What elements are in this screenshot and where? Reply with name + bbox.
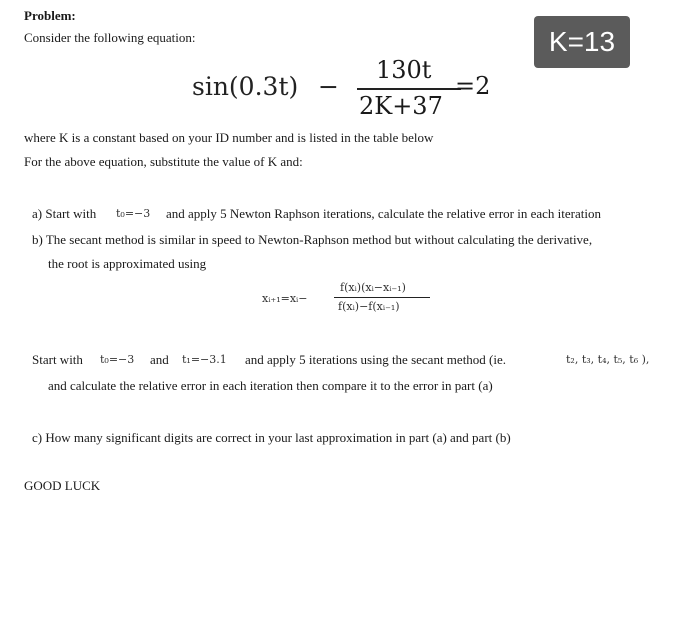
equation-rhs: =2 — [455, 72, 491, 100]
secant-and: and — [150, 352, 169, 367]
equation-numerator: 130t — [376, 56, 432, 84]
secant-formula-denominator: f(xᵢ)−f(xᵢ₋₁) — [338, 300, 400, 313]
k-value-badge: K=13 — [534, 16, 630, 68]
part-a-prefix: a) Start with — [32, 206, 97, 221]
part-b-line2: the root is approximated using — [48, 256, 207, 271]
problem-heading: Problem: — [24, 8, 76, 23]
equation-minus: − — [318, 72, 339, 101]
secant-line2: and calculate the relative error in each iteration then compare it to the error in part (a) — [48, 378, 493, 393]
intro-text: Consider the following equation: — [24, 30, 196, 45]
where-text: where K is a constant based on your ID number and is listed in the table below — [24, 130, 434, 145]
part-c: c) How many significant digits are correct in your last approximation in part (a) and part (b) — [32, 430, 511, 445]
secant-fraction-bar — [334, 297, 430, 298]
part-a-rest: and apply 5 Newton Raphson iterations, calculate the relative error in each iteration — [166, 206, 601, 221]
closing-text: GOOD LUCK — [24, 478, 101, 493]
secant-formula-lhs: xᵢ₊₁=xᵢ− — [262, 292, 308, 305]
secant-formula-numerator: f(xᵢ)(xᵢ−xᵢ₋₁) — [340, 281, 406, 294]
secant-rest: and apply 5 iterations using the secant method (ie. — [245, 352, 507, 367]
equation-fraction-bar — [357, 88, 461, 90]
substitute-text: For the above equation, substitute the value of K and: — [24, 154, 303, 169]
part-b-line1: b) The secant method is similar in speed to Newton-Raphson method but without calculating the derivative, — [32, 232, 593, 247]
equation-denominator: 2K+37 — [359, 92, 443, 120]
secant-iterate-list: t₂, t₃, t₄, t₅, t₆ ), — [566, 353, 650, 366]
secant-start: Start with — [32, 352, 83, 367]
part-a-t0: t₀=−3 — [116, 207, 151, 220]
secant-t0: t₀=−3 — [100, 353, 135, 366]
equation-lhs: sin(0.3t) — [192, 72, 299, 101]
secant-t1: t₁=−3.1 — [182, 353, 227, 366]
